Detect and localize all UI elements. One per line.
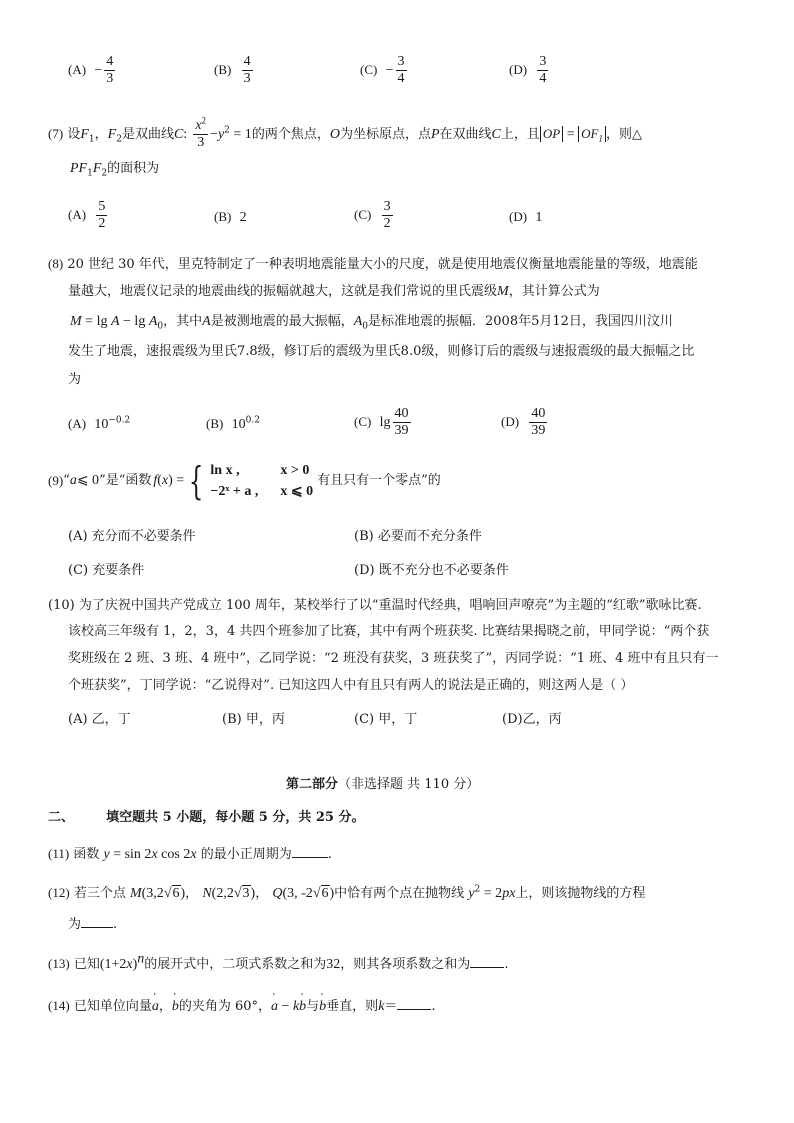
q13-answer-blank[interactable] xyxy=(470,953,504,968)
q10-stem-line2: 该校高三年级有 1，2，3，4 共四个班参加了比赛，其中有两个班获奖. 比赛结果揭晓之前，甲同学说：“两个获 xyxy=(68,624,710,639)
q12-stem-line1: (12) 若三个点 M(3,2√6)， N(2,2√3)， Q(3, -2√6)中恰有两个点在抛物线 $y^2 = 2px$上，则该抛物线的方程 xyxy=(48,884,646,901)
q8-stem-line5: 为 xyxy=(68,372,82,387)
q9-option-d: (D) 既不充分也不必要条件 xyxy=(354,563,509,578)
q8-stem-line4: 发生了地震，速报震级为里氏7.8级，修订后的震级为里氏8.0级，则修订后的震级与速报震级的最大振幅之比 xyxy=(68,344,695,359)
q11-answer-blank[interactable] xyxy=(292,843,328,858)
q10-option-b: (B) 甲，丙 xyxy=(222,712,285,727)
q7-stem-line2: $PF_1F_2$的面积为 xyxy=(70,161,160,179)
q7-option-b: (B) 2 xyxy=(214,209,247,225)
q8-option-d: (D) $\frac{40}{39}$ xyxy=(501,406,546,438)
q10-option-a: (A) 乙，丁 xyxy=(68,712,131,727)
q14-stem: (14) 已知单位向量' a，' b的夹角为 60°，' a − k' b与' b垂直，则k＝ . xyxy=(48,995,436,1017)
q11-stem: (11) 函数 y = sin 2x cos 2x 的最小正周期为 . xyxy=(48,843,332,865)
q6-option-b: (B) $\frac{4}{3}$ xyxy=(214,54,251,86)
q10-stem-line4: 个班获奖”，丁同学说：“乙说得对”. 已知这四人中有且只有两人的说法是正确的，则这两人是（ ） xyxy=(68,678,634,693)
q10-stem-line1: (10) 为了庆祝中国共产党成立 100 周年，某校举行了以“重温时代经典，唱响回声嘹亮”为主题的“红歌”歌咏比赛. xyxy=(48,598,702,613)
q9-option-a: (A) 充分而不必要条件 xyxy=(68,529,196,544)
q10-option-d: (D)乙，丙 xyxy=(502,712,562,727)
q8-stem-line2: 量越大，地震仪记录的地震曲线的振幅就越大，这就是我们常说的里氏震级M，其计算公式为 xyxy=(68,284,600,299)
q6-option-a: (A) − $\frac{4}{3}$ xyxy=(68,54,114,86)
q7-stem-line1: (7) 设$F_1$，$F_2$是双曲线C: $\frac{x^2}{3}$ $-y^2 = 1$的两个焦点，O为坐标原点，点P在双曲线C上，且 OP = $OF_1$ ，则△ xyxy=(48,115,642,150)
q6-option-d: (D) $\frac{3}{4}$ xyxy=(509,54,547,86)
q14-answer-blank[interactable] xyxy=(397,995,431,1010)
q7-option-c: (C) $\frac{3}{2}$ xyxy=(354,199,391,231)
q7-option-d: (D) 1 xyxy=(509,209,543,225)
q8-option-c: (C) lg $\frac{40}{39}$ xyxy=(354,406,409,438)
q8-option-b: (B) $10^{0.2}$ xyxy=(206,415,260,432)
q9-option-c: (C) 充要条件 xyxy=(68,563,145,578)
q12-stem-line2: 为 . xyxy=(68,913,117,935)
q7-option-a: (A) $\frac{5}{2}$ xyxy=(68,199,106,231)
q10-option-c: (C) 甲，丁 xyxy=(354,712,418,727)
q9-option-b: (B) 必要而不充分条件 xyxy=(354,529,482,544)
q10-stem-line3: 奖班级在 2 班、3 班、4 班中”，乙同学说：“2 班没有获奖，3 班获奖了”，丙同学说：“1 班、4 班中有且只有一 xyxy=(68,651,719,666)
part2-heading: 第二部分（非选择题 共 110 分） xyxy=(286,777,480,792)
q8-stem-line1: (8) 20 世纪 30 年代，里克特制定了一种表明地震能量大小的尺度，就是使用地震仪衡量地震能量的等级，地震能 xyxy=(48,256,698,272)
section2-heading: 二、 填空题共 5 小题，每小题 5 分，共 25 分。 xyxy=(48,810,365,825)
q8-stem-line3: $M = \lg A - \lg A_0$，其中A是被测地震的最大振幅，$A_0$是标准地震的振幅．2008年5月12日，我国四川汶川 xyxy=(70,314,673,332)
q12-answer-blank[interactable] xyxy=(81,913,113,928)
q8-option-a: (A) $10^{-0.2}$ xyxy=(68,415,131,432)
q13-stem: (13) 已知$(1+2x)^n$的展开式中，二项式系数之和为32，则其各项系数之和为 . xyxy=(48,951,509,972)
q9-stem: (9) “ a ⩽ 0 ”是“函数 f ( x ) = { ln x , x > 0 −2ˣ + a , x ⩽ 0 有且只有一个零点”的 xyxy=(48,459,441,503)
q6-option-c: (C) − $\frac{3}{4}$ xyxy=(360,54,405,86)
